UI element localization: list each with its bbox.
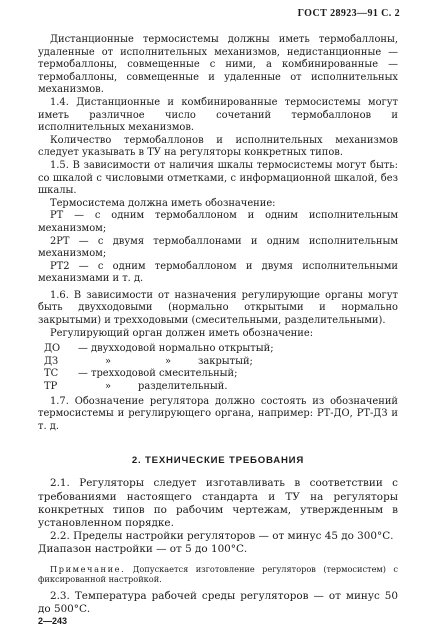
paragraph-rt: РТ — с одним термобаллоном и одним исполнительным механизмом; — [38, 210, 398, 234]
designation-row — [38, 343, 398, 356]
ditto-mark: » — [104, 355, 112, 367]
paragraph-2-2: 2.2. Пределы настройки регуляторов — от минус 45 до 300°С. — [50, 530, 394, 543]
note — [38, 564, 398, 585]
paragraph-1-4: 1.4. Дистанционные и комбинированные термосистемы могут иметь различное число сочетаний термобаллонов и исполнительных механизмов. — [38, 96, 398, 134]
designation-text: закрытый; — [198, 355, 253, 367]
paragraph-quantity: Количество термобаллонов и исполнительных механизмов следует указывать в ТУ на регуляторы конкретных типов. — [38, 134, 398, 159]
paragraph-organ-designation: Регулирующий орган должен иметь обозначение: — [50, 327, 314, 339]
paragraph-2-3: 2.3. Температура рабочей среды регуляторов — от минус 50 до 500°С. — [38, 589, 398, 616]
note-label: Примечание. — [50, 563, 126, 574]
designation-text: — трехходовой смесительный; — [78, 368, 238, 380]
paragraph-2rt: 2РТ — с двумя термобаллонами и одним исполнительным механизмом; — [38, 235, 398, 260]
document-body — [38, 34, 398, 616]
designation-code: ТР — [44, 381, 58, 393]
ditto-mark: » — [104, 381, 112, 393]
page-footer: 2—243 — [38, 616, 68, 626]
paragraph-range: Диапазон настройки — от 5 до 100°С. — [38, 543, 248, 556]
designation-text: — двухходовой нормально открытый; — [78, 343, 274, 355]
note-text: Допускается изготовление регуляторов (термосистем) с фиксированной настройкой. — [38, 563, 398, 585]
section-title: 2. ТЕХНИЧЕСКИЕ ТРЕБОВАНИЯ — [131, 455, 305, 467]
designation-code: ТС — [44, 368, 59, 380]
designation-code: ДЗ — [44, 355, 59, 367]
designation-row — [38, 356, 398, 369]
designation-text: разделительный. — [138, 381, 228, 393]
paragraph-1-5: 1.5. В зависимости от наличия шкалы термосистемы могут быть: со шкалой с числовыми отметками, с информационной шкалой, без шкалы. — [38, 159, 398, 197]
designation-row — [38, 381, 398, 394]
paragraph-designation-intro: Термосистема должна иметь обозначение: — [50, 197, 276, 209]
designation-code: ДО — [44, 343, 61, 355]
paragraph-1-6: 1.6. В зависимости от назначения регулирующие органы могут быть двухходовыми (нормально открытыми и нормально закрытыми) и трехходовыми (смесительными, разделительными). — [38, 289, 398, 327]
ditto-mark: » — [164, 355, 172, 367]
paragraph-thermosystems: Дистанционные термосистемы должны иметь термобаллоны, удаленные от исполнительных механизмов, недистанционные — термобаллоны, совмещенные с ними, а комбинированные — термобаллоны, совмещенные и удаленные от исполнительных механизмов. — [38, 34, 398, 96]
designation-row — [38, 368, 398, 381]
paragraph-1-7: 1.7. Обозначение регулятора должно состоять из обозначений термосистемы и регулирующего органа, например: РТ-ДО, РТ-ДЗ и т. д. — [38, 395, 398, 432]
paragraph-rt2: РТ2 — с одним термобаллоном и двумя исполнительными механизмами и т. д. — [38, 260, 398, 285]
page-header: ГОСТ 28923—91 С. 2 — [297, 8, 400, 19]
designation-list — [38, 343, 398, 393]
paragraph-2-1: 2.1. Регуляторы следует изготавливать в соответствии с требованиями настоящего стандарта и ТУ на регуляторы конкретных типов по рабочим чертежам, утвержденным в установленном порядке. — [38, 477, 398, 530]
